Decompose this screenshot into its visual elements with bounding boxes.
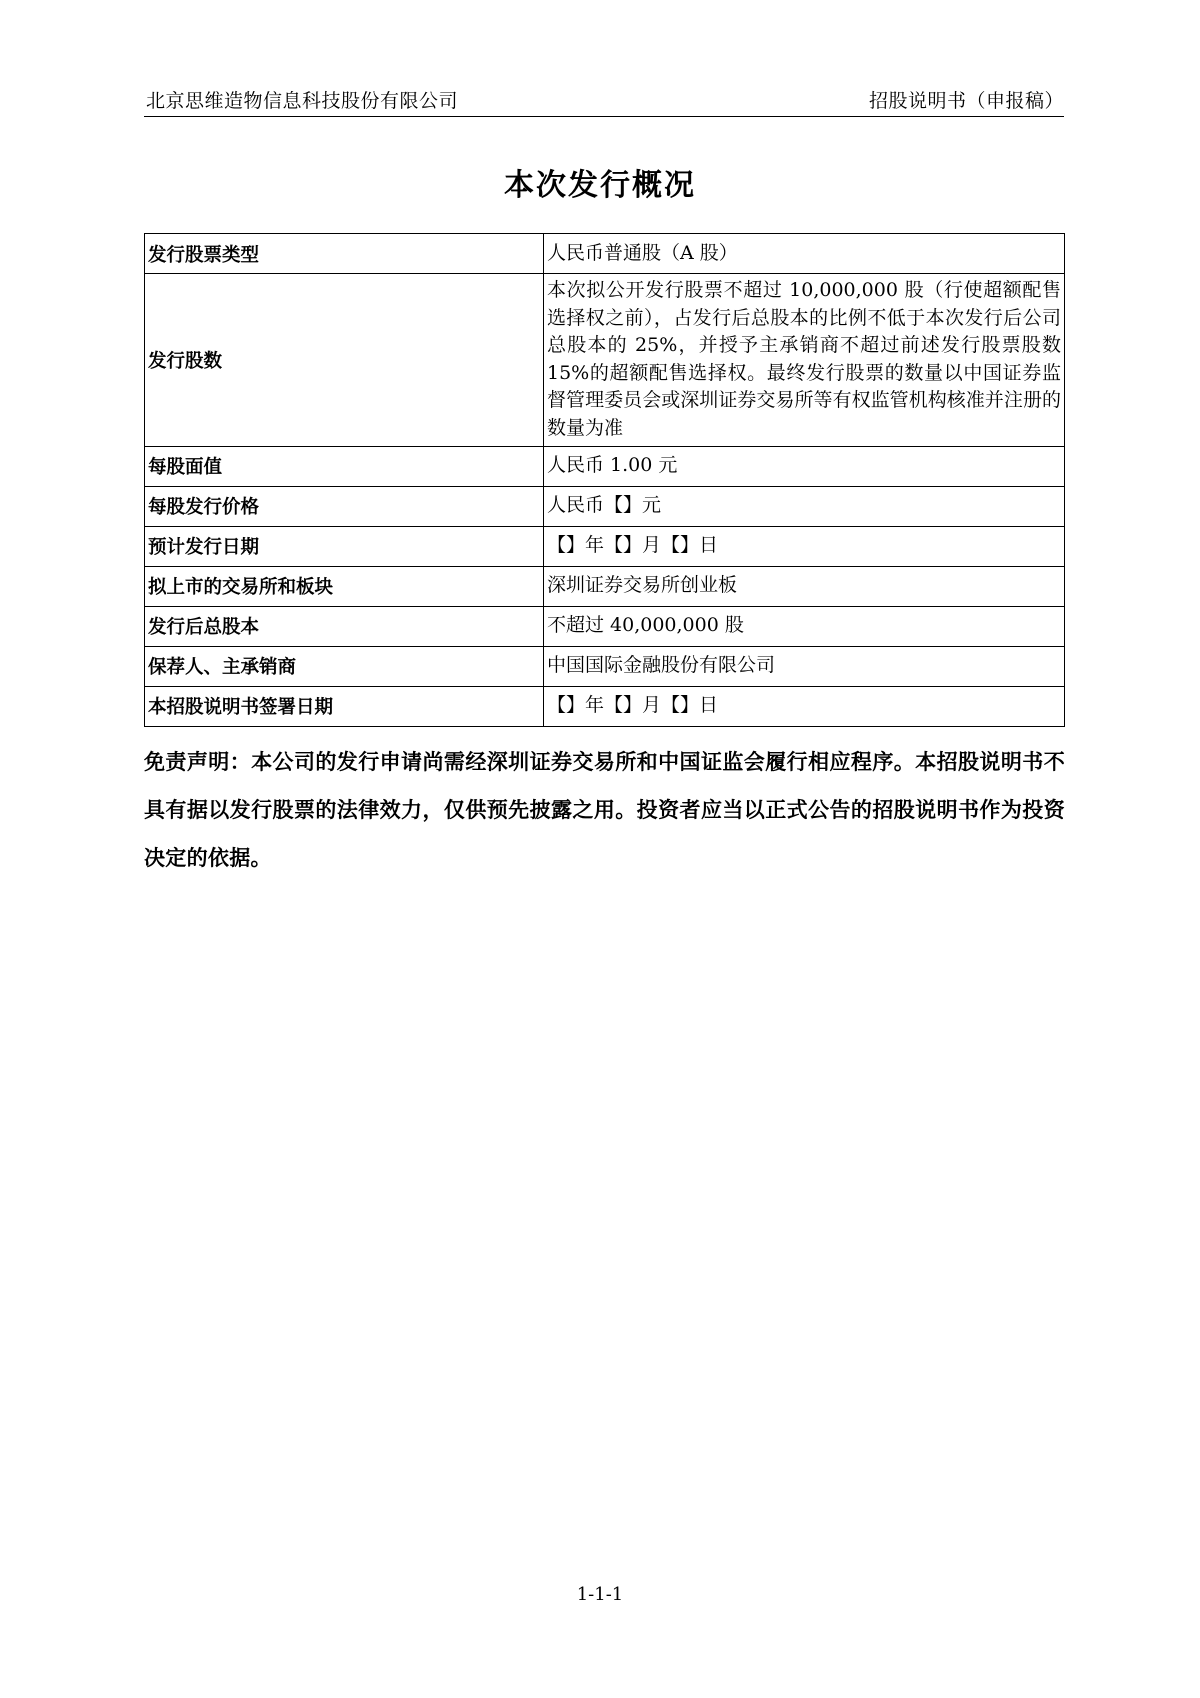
row-value: 【】年【】月【】日 <box>544 686 1065 726</box>
document-type: 招股说明书（申报稿） <box>868 90 1064 112</box>
row-label: 发行后总股本 <box>145 606 544 646</box>
disclaimer-paragraph: 免责声明：本公司的发行申请尚需经深圳证券交易所和中国证监会履行相应程序。本招股说明书不具有据以发行股票的法律效力，仅供预先披露之用。投资者应当以正式公告的招股说明书作为投资决定的依据。 <box>144 750 1065 870</box>
row-label: 每股面值 <box>145 446 544 486</box>
row-value: 深圳证券交易所创业板 <box>544 566 1065 606</box>
row-value: 【】年【】月【】日 <box>544 526 1065 566</box>
row-value: 不超过 40,000,000 股 <box>544 606 1065 646</box>
row-label: 拟上市的交易所和板块 <box>145 566 544 606</box>
table-row <box>145 526 1065 566</box>
page-number: 1-1-1 <box>576 1584 624 1605</box>
table-row <box>145 566 1065 606</box>
table-row <box>145 446 1065 486</box>
page-header <box>144 86 1064 117</box>
row-label: 预计发行日期 <box>145 526 544 566</box>
row-label: 发行股票类型 <box>145 234 544 274</box>
table-row <box>145 486 1065 526</box>
row-label: 本招股说明书签署日期 <box>145 686 544 726</box>
table-row <box>145 274 1065 447</box>
table-row <box>145 646 1065 686</box>
row-value: 人民币 1.00 元 <box>544 446 1065 486</box>
row-label: 保荐人、主承销商 <box>145 646 544 686</box>
issuance-overview-table <box>144 233 1065 727</box>
row-value: 人民币普通股（A 股） <box>544 234 1065 274</box>
row-value: 本次拟公开发行股票不超过 10,000,000 股（行使超额配售选择权之前），占发行后总股本的比例不低于本次发行后公司总股本的 25%，并授予主承销商不超过前述发行股票股数 15%的超额配售选择权。最终发行股票的数量以中国证券监督管理委员会或深圳证券交易所等有权监管机构核准并注册的数量为准 <box>544 274 1065 447</box>
table-row <box>145 234 1065 274</box>
row-label: 发行股数 <box>145 274 544 447</box>
row-label: 每股发行价格 <box>145 486 544 526</box>
row-value: 中国国际金融股份有限公司 <box>544 646 1065 686</box>
table-row <box>145 606 1065 646</box>
table-row <box>145 686 1065 726</box>
company-name: 北京思维造物信息科技股份有限公司 <box>146 90 459 112</box>
page-title: 本次发行概况 <box>504 168 696 203</box>
row-value: 人民币【】元 <box>544 486 1065 526</box>
